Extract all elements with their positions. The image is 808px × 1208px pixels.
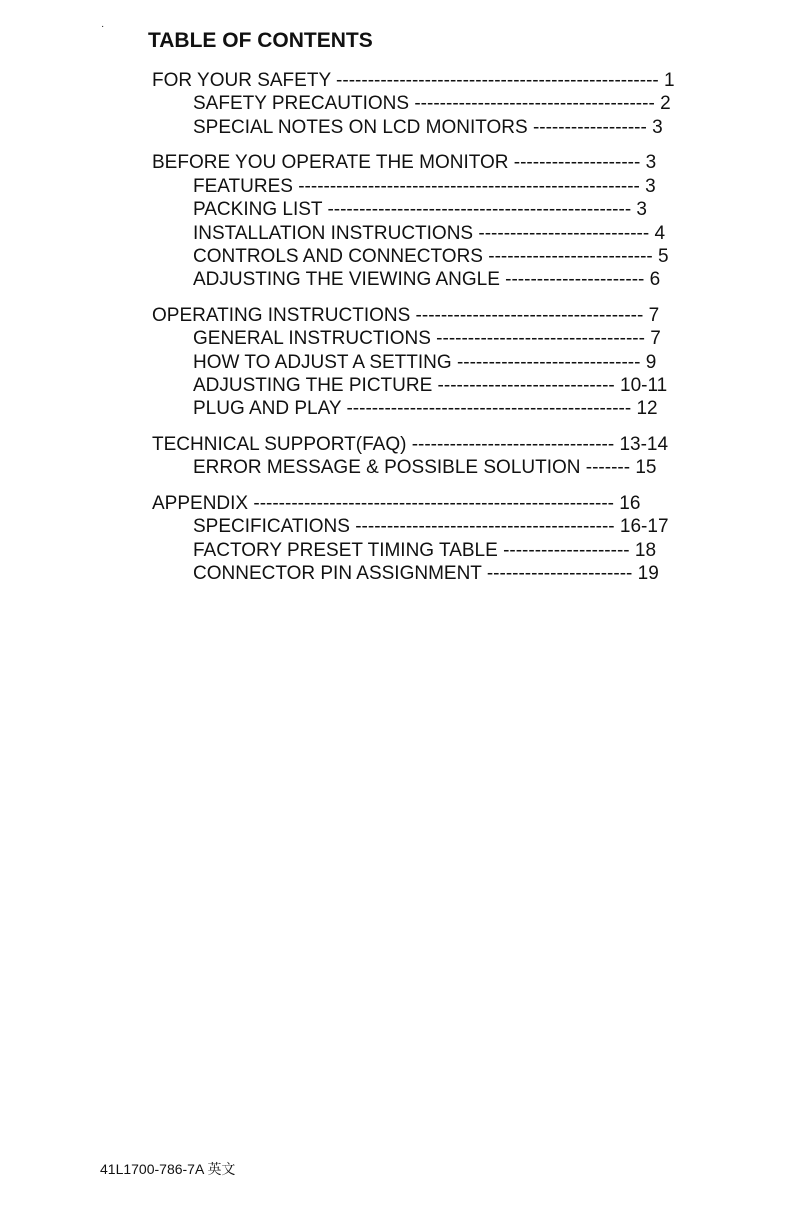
toc-entry[interactable]: FOR YOUR SAFETY --------------------------------------------------- 1 [152,70,675,91]
toc-subentry[interactable]: ADJUSTING THE PICTURE ---------------------------- 10-11 [193,375,668,397]
toc-section-appendix [152,492,708,586]
toc-section-technical-support [152,433,708,480]
toc-subentry[interactable]: CONNECTOR PIN ASSIGNMENT ----------------------- 19 [193,563,659,585]
toc-section-safety [152,69,708,139]
toc-subentry[interactable]: CONTROLS AND CONNECTORS -------------------------- 5 [193,245,669,267]
document-code: 41L1700-786-7A [100,1161,204,1177]
page-title: TABLE OF CONTENTS [148,29,373,52]
toc-subentry[interactable]: HOW TO ADJUST A SETTING ----------------------------- 9 [193,351,657,373]
toc-entry[interactable]: APPENDIX --------------------------------------------------------- 16 [152,493,641,514]
toc-subentry[interactable]: INSTALLATION INSTRUCTIONS --------------------------- 4 [193,222,666,244]
toc-subentry[interactable]: SPECIAL NOTES ON LCD MONITORS ------------------ 3 [193,116,663,138]
toc-subentry[interactable]: ERROR MESSAGE & POSSIBLE SOLUTION ------- 15 [193,457,657,479]
toc-entry[interactable]: TECHNICAL SUPPORT(FAQ) -------------------------------- 13-14 [152,434,669,456]
toc-subentry[interactable]: FACTORY PRESET TIMING TABLE -------------------- 18 [193,539,657,561]
toc-subentry[interactable]: PLUG AND PLAY --------------------------------------------- 12 [193,398,658,420]
toc-subentry[interactable]: ADJUSTING THE VIEWING ANGLE ---------------------- 6 [193,269,661,291]
toc-section-before-operate [152,151,708,291]
toc-entry[interactable]: OPERATING INSTRUCTIONS ------------------------------------ 7 [152,304,660,326]
stray-dot: · [101,21,105,32]
toc-subentry[interactable]: FEATURES ------------------------------------------------------ 3 [193,175,656,197]
toc-subentry[interactable]: SPECIFICATIONS ----------------------------------------- 16-17 [193,516,669,538]
toc-subentry[interactable]: PACKING LIST ------------------------------------------------ 3 [193,199,647,221]
toc-entry[interactable]: BEFORE YOU OPERATE THE MONITOR -------------------- 3 [152,152,657,174]
toc-subentry[interactable]: GENERAL INSTRUCTIONS --------------------------------- 7 [193,328,661,350]
table-of-contents [152,69,708,598]
document-code-footer [100,1160,235,1179]
toc-subentry[interactable]: SAFETY PRECAUTIONS -------------------------------------- 2 [193,93,671,115]
toc-section-operating [152,304,708,421]
language-label: 英文 [207,1162,236,1178]
